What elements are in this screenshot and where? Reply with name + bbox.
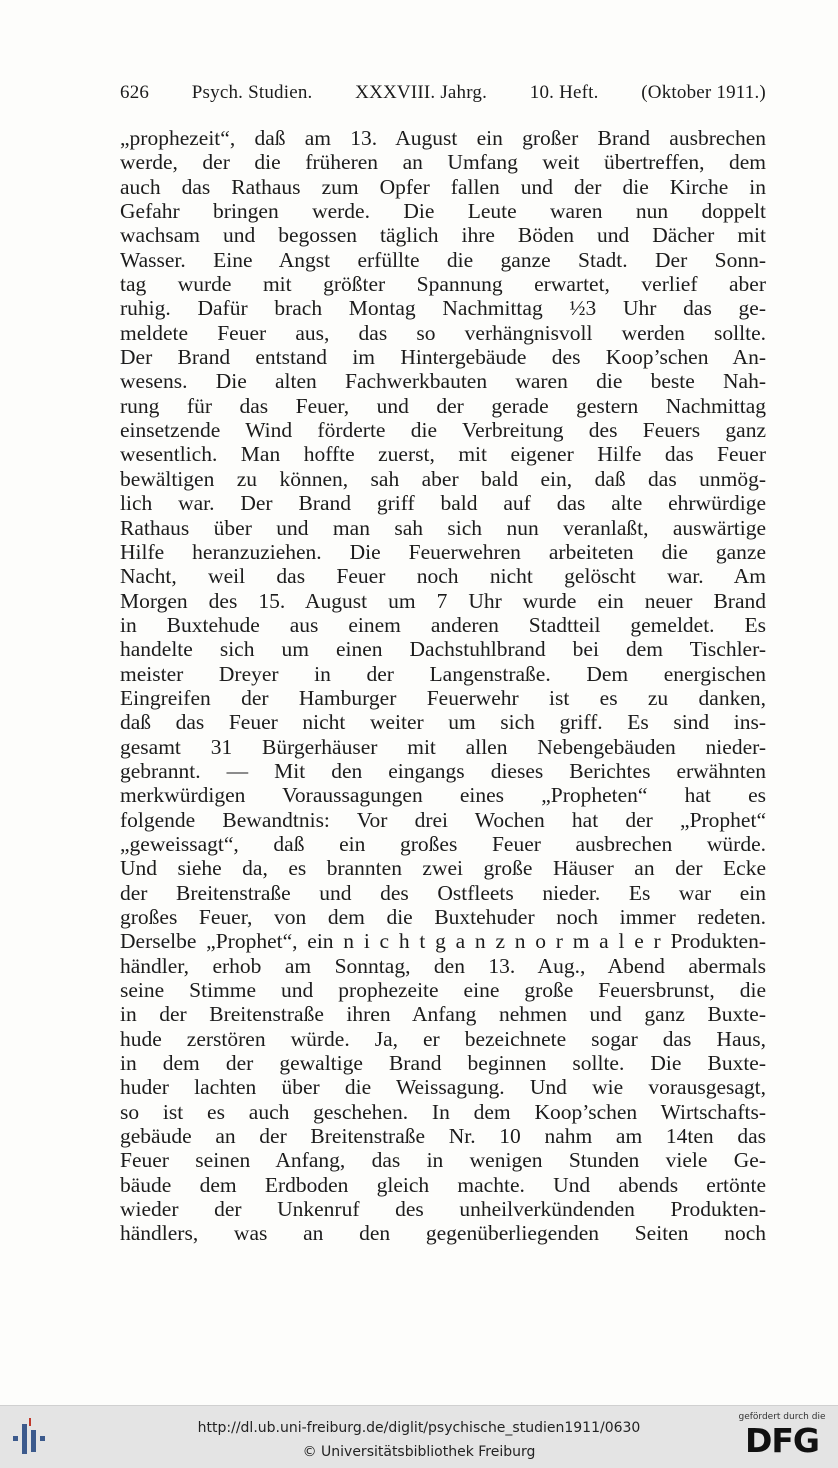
text-line: huder lachten über die Weissagung. Und wie vorausgesagt, [120,1075,766,1100]
text-line: „geweissagt“, daß ein großes Feuer ausbrechen würde. [120,831,766,856]
text-line: gesamt 31 Bürgerhäuser mit allen Nebengebäuden nieder- [120,734,766,759]
text-line: handelte sich um einen Dachstuhlbrand bei dem Tischler- [120,637,766,662]
text-line: Hilfe heranzuziehen. Die Feuerwehren arbeiteten die ganze [120,539,766,564]
viewer-footer [0,1405,838,1468]
text-line: wachsam und begossen täglich ihre Böden und Dächer mit [120,223,766,248]
running-header [120,82,766,104]
text-line: seine Stimme und prophezeite eine große Feuersbrunst, die [120,978,766,1003]
text-line: tag wurde mit größter Spannung erwartet, verlief aber [120,272,766,297]
text-line: Und siehe da, es brannten zwei große Häuser an der Ecke [120,856,766,881]
text-line: wesens. Die alten Fachwerkbauten waren die beste Nah- [120,369,766,394]
text-line: rung für das Feuer, und der gerade gestern Nachmittag [120,393,766,418]
text-line: Morgen des 15. August um 7 Uhr wurde ein neuer Brand [120,588,766,613]
copyright-notice: © Universitätsbibliothek Freiburg [302,1444,536,1460]
text-line: ruhig. Dafür brach Montag Nachmittag ½3 Uhr das ge- [120,296,766,321]
article-body [120,126,766,1246]
text-line: bewältigen zu können, sah aber bald ein, daß das unmög- [120,466,766,491]
text-line: bäude dem Erdboden gleich machte. Und abends ertönte [120,1172,766,1197]
text-line: Gefahr bringen werde. Die Leute waren nun doppelt [120,199,766,224]
funding-note: gefördert durch die [738,1412,826,1422]
text-line: Derselbe „Prophet“, ein n i c h t g a n z n o r m a l e r Produkten- [120,929,766,954]
text-line: folgende Bewandtnis: Vor drei Wochen hat der „Prophet“ [120,807,766,832]
text-line: auch das Rathaus zum Opfer fallen und der die Kirche in [120,174,766,199]
text-line: der Breitenstraße und des Ostfleets nieder. Es war ein [120,880,766,905]
page-number: 626 [120,82,150,103]
text-line: Wasser. Eine Angst erfüllte die ganze Stadt. Der Sonn- [120,247,766,272]
journal-title: Psych. Studien. [191,82,313,103]
text-line: meister Dreyer in der Langenstraße. Dem energischen [120,661,766,686]
text-line: einsetzende Wind förderte die Verbreitung des Feuers ganz [120,418,766,443]
text-line: wieder der Unkenruf des unheilverkündenden Produkten- [120,1197,766,1222]
text-line: gebäude an der Breitenstraße Nr. 10 nahm am 14ten das [120,1124,766,1149]
text-line: Rathaus über und man sah sich nun veranlaßt, auswärtige [120,515,766,540]
text-line: in dem der gewaltige Brand beginnen sollte. Die Buxte- [120,1051,766,1076]
text-line: so ist es auch geschehen. In dem Koop’schen Wirtschafts- [120,1099,766,1124]
text-line: in der Breitenstraße ihren Anfang nehmen und ganz Buxte- [120,1002,766,1027]
text-line: daß das Feuer nicht weiter um sich griff. Es sind ins- [120,710,766,735]
text-line: wesentlich. Man hoffte zuerst, mit eigener Hilfe das Feuer [120,442,766,467]
permalink-url[interactable]: http://dl.ub.uni-freiburg.de/diglit/psychische_studien1911/0630 [197,1420,641,1436]
text-line: lich war. Der Brand griff bald auf das alte ehrwürdige [120,491,766,516]
issue-label: 10. Heft. [529,82,599,103]
volume-label: XXXVIII. Jahrg. [355,82,488,103]
dfg-wordmark: DFG [744,1421,820,1460]
text-line: Nacht, weil das Feuer noch nicht gelöscht war. Am [120,564,766,589]
text-line: Eingreifen der Hamburger Feuerwehr ist es zu danken, [120,685,766,710]
text-line: gebrannt. — Mit den eingangs dieses Berichtes erwähnten [120,758,766,783]
text-line: Der Brand entstand im Hintergebäude des Koop’schen An- [120,345,766,370]
text-line: meldete Feuer aus, das so verhängnisvoll werden sollte. [120,320,766,345]
text-line: „prophezeit“, daß am 13. August ein großer Brand ausbrechen [120,126,766,150]
text-line: händlers, was an den gegenüberliegenden Seiten noch [120,1221,766,1246]
text-line: händler, erhob am Sonntag, den 13. Aug., Abend abermals [120,953,766,978]
text-line: großes Feuer, von dem die Buxtehuder noch immer redeten. [120,905,766,929]
text-line: in Buxtehude aus einem anderen Stadtteil gemeldet. Es [120,612,766,637]
text-line: Feuer seinen Anfang, das in wenigen Stunden viele Ge- [120,1148,766,1173]
text-line: werde, der die früheren an Umfang weit übertreffen, dem [120,150,766,175]
issue-date: (Oktober 1911.) [641,82,766,103]
text-line: hude zerstören würde. Ja, er bezeichnete sogar das Haus, [120,1026,766,1051]
dfg-logo [736,1412,828,1464]
text-line: merkwürdigen Voraussagungen eines „Propheten“ hat es [120,783,766,808]
